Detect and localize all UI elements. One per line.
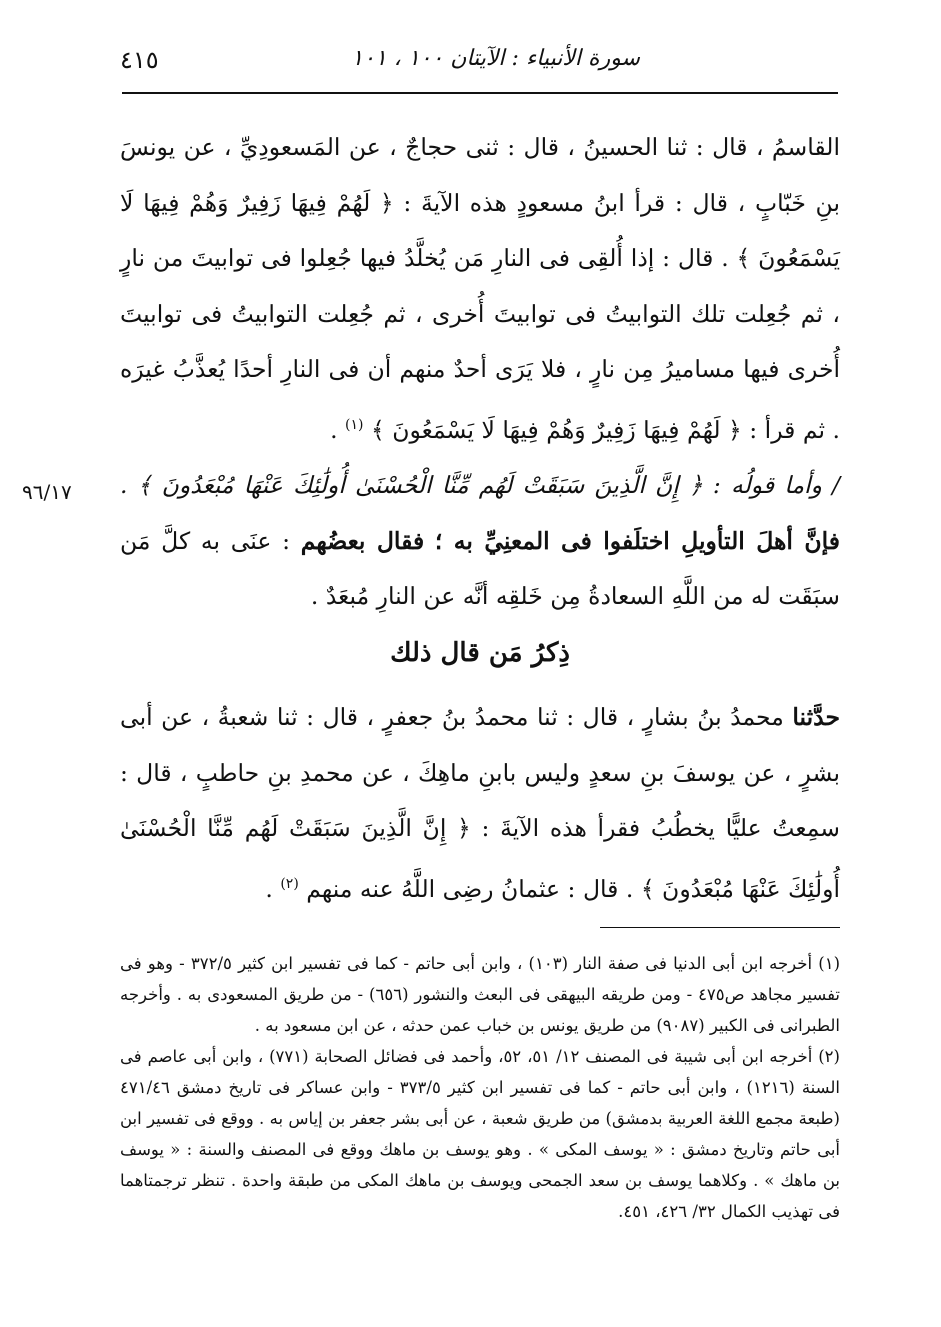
page-number: ٤١٥ <box>120 46 159 74</box>
header-title: سورة الأنبياء : الآيتان ١٠٠ ، ١٠١ <box>351 46 640 71</box>
paragraph-2 <box>120 458 840 625</box>
header-rule <box>122 92 838 94</box>
running-header <box>120 40 840 84</box>
paragraph-3-text: محمدُ بنُ بشارٍ ، قال : ثنا محمدُ بنُ جعفرٍ ، قال : ثنا شعبةُ ، عن أبى بشرٍ ، عن يوسفَ بنِ سعدٍ وليس بابنِ ماهِكَ ، عن محمدِ بنِ حاطبٍ ، قال : سمِعتُ عليًّا يخطُبُ فقرأ هذه الآيةَ : ﴿ إِنَّ الَّذِينَ سَبَقَتْ لَهُم مِّنَّا الْحُسْنَىٰ أُولَٰئِكَ عَنْهَا مُبْعَدُونَ ﴾ . قال : عثمانُ رضِى اللَّهُ عنه منهم <box>120 703 840 903</box>
section-heading: ذِكرُ مَن قال ذلك <box>390 638 570 668</box>
footnote-rule <box>600 927 840 928</box>
paragraph-2-text: : عنَى به كلَّ مَن سبَقَت له من اللَّهِ السعادةُ مِن خَلقِه أنَّه عن النارِ مُبعَدٌ . <box>120 526 840 610</box>
paragraph-1-text: القاسمُ ، قال : ثنا الحسينُ ، قال : ثنى حجاجٌ ، عن المَسعودِيِّ ، عن يونسَ بنِ خَبّابٍ ، قال : قرأ ابنُ مسعودٍ هذه الآيةَ : ﴿ لَهُمْ فِيهَا زَفِيرٌ وَهُمْ فِيهَا لَا يَسْمَعُونَ ﴾ . قال : إذا أُلقِى فى النارِ مَن يُخلَّدُ فيها جُعِلوا فى توابيتَ من نارٍ ، ثم جُعِلت تلك التوابيتُ فى توابيتَ أُخرى ، ثم جُعِلت التوابيتُ فى توابيتَ أُخرى فيها مساميرُ مِن نارٍ ، فلا يَرَى أحدٌ منهم أن فى النارِ أحدًا يُعذَّبُ غيرَه . ثم قرأ : ﴿ لَهُمْ فِيهَا زَفِيرٌ وَهُمْ فِيهَا لَا يَسْمَعُونَ ﴾ <box>120 133 840 444</box>
footnote-2: (٢) أخرجه ابن أبى شيبة فى المصنف ١٢/ ٥١، ٥٢، وأحمد فى فضائل الصحابة (٧٧١) ، وابن أبى عاصم فى السنة (١٢١٦) ، وابن أبى حاتم - كما فى تفسير ابن كثير ٣٧٣/٥ - وابن عساكر فى تاريخ دمشق ٤٧١/٤٦ (طبعة مجمع اللغة العربية بدمشق) من طريق شعبة ، عن أبى بشر جعفر بن إياس به . ووقع فى تفسير ابن أبى حاتم وتاريخ دمشق : « يوسف المكى » . وهو يوسف بن ماهك ووقع فى المصنف والسنة : « يوسف بن ماهك » . وكلاهما يوسف بن سعد الجمحى ويوسف بن ماهك المكى من طبقة واحدة . تنظر ترجمتاهما فى تهذيب الكمال ٣٢/ ٤٢٦، ٤٥١. <box>120 1047 840 1221</box>
paragraph-3-lead: حدَّثنا <box>792 703 840 731</box>
paragraph-1: القاسمُ ، قال : ثنا الحسينُ ، قال : ثنى حجاجٌ ، عن المَسعودِيِّ ، عن يونسَ بنِ خَبّابٍ ، قال : قرأ ابنُ مسعودٍ هذه الآيةَ : ﴿ لَهُمْ فِيهَا زَفِيرٌ وَهُمْ فِيهَا لَا يَسْمَعُونَ ﴾ . قال : إذا أُلقِى فى النارِ مَن يُخلَّدُ فيها جُعِلوا فى توابيتَ من نارٍ ، ثم جُعِلت تلك التوابيتُ فى توابيتَ أُخرى ، ثم جُعِلت التوابيتُ فى توابيتَ أُخرى فيها مساميرُ مِن نارٍ ، فلا يَرَى أحدٌ منهم أن فى النارِ أحدًا يُعذَّبُ غيرَه . ثم قرأ : ﴿ لَهُمْ فِيهَا زَفِيرٌ وَهُمْ فِيهَا لَا يَسْمَعُونَ ﴾ $^{(١)}$ . <box>120 133 840 444</box>
paragraph-2-verse: / وأما قولُه : ﴿ إِنَّ الَّذِينَ سَبَقَتْ لَهُم مِّنَّا الْحُسْنَىٰ أُولَٰئِكَ عَنْهَا مُبْعَدُونَ ﴾ . <box>120 471 840 499</box>
paragraph-2-bold: فإنَّ أهلَ التأويلِ اختلَفوا فى المعنِيِّ به ؛ <box>434 526 840 555</box>
footnote-ref-2: (٢) <box>280 875 299 892</box>
margin-reference: ٩٦/١٧ <box>22 480 72 504</box>
paragraph-3: حدَّثنا محمدُ بنُ بشارٍ ، قال : ثنا محمدُ بنُ جعفرٍ ، قال : ثنا شعبةُ ، عن أبى بشرٍ ، عن يوسفَ بنِ سعدٍ وليس بابنِ ماهِكَ ، عن محمدِ بنِ حاطبٍ ، قال : سمِعتُ عليًّا يخطُبُ فقرأ هذه الآيةَ : ﴿ إِنَّ الَّذِينَ سَبَقَتْ لَهُم مِّنَّا الْحُسْنَىٰ أُولَٰئِكَ عَنْهَا مُبْعَدُونَ ﴾ . قال : عثمانُ رضِى اللَّهُ عنه منهم $^{(٢)}$ . <box>120 703 840 903</box>
paragraph-2-bold-2: فقال بعضُهم <box>300 526 425 555</box>
footnotes <box>120 948 840 1227</box>
footnote-ref-1: (١) <box>345 416 364 433</box>
footnote-1: (١) أخرجه ابن أبى الدنيا فى صفة النار (١٠٣) ، وابن أبى حاتم - كما فى تفسير ابن كثير ٣٧٢/٥ - وهو فى تفسير مجاهد ص٤٧٥ - ومن طريقه البيهقى فى البعث والنشور (٦٥٦) - من طريق المسعودى به . وأخرجه الطبرانى فى الكبير (٩٠٨٧) من طريق يونس بن خباب عمن حدثه ، عن ابن مسعود به . <box>120 954 841 1035</box>
